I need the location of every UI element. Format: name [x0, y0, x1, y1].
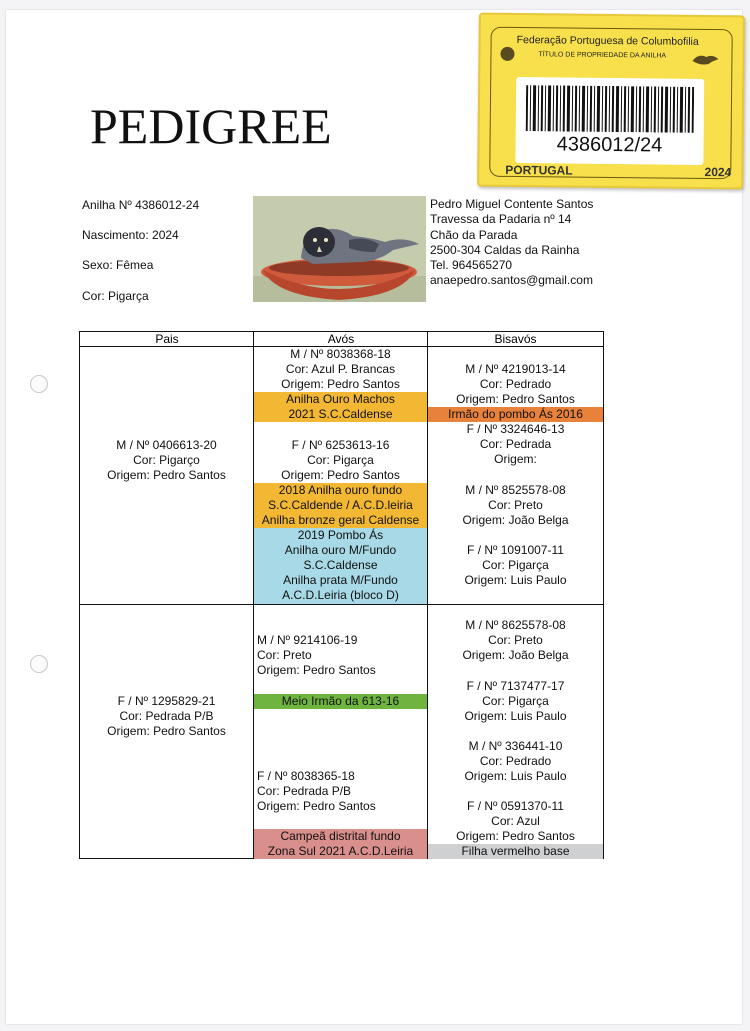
label-subtitle: TÍTULO DE PROPRIEDADE DA ANILHA [538, 51, 667, 60]
gg-color: Cor: Preto [488, 633, 543, 647]
granddam-maternal-color: Cor: Pedrada P/B [257, 784, 352, 798]
award-line: 2019 Pombo Ás [297, 528, 384, 542]
gg-origin: Origem: Pedro Santos [456, 829, 575, 843]
row-divider [80, 604, 603, 605]
gg-block [428, 618, 603, 663]
gg-ring: M / Nº 4219013-14 [465, 362, 566, 376]
granddam-paternal-origin: Origem: Pedro Santos [281, 468, 400, 482]
gg-origin: Origem: [494, 452, 537, 466]
gg-ring: F / Nº 0591370-11 [467, 799, 564, 813]
award-line: A.C.D.Leiria (bloco D) [282, 588, 399, 602]
owner-postal: 2500-304 Caldas da Rainha [430, 242, 580, 257]
sire-origin: Origem: Pedro Santos [107, 468, 226, 482]
gg-block [428, 679, 603, 724]
birth-year: Nascimento: 2024 [82, 228, 179, 242]
pigeon-icon [690, 51, 720, 67]
grandsire-paternal-block [254, 347, 427, 392]
gg-block [428, 422, 603, 467]
color: Cor: Pigarça [82, 289, 149, 303]
page-title: PEDIGREE [90, 98, 332, 154]
gg-block [428, 362, 603, 407]
gg-origin: Origem: Luis Paulo [464, 573, 567, 587]
owner-details [430, 197, 593, 289]
owner-place: Chão da Parada [430, 227, 518, 242]
header-great-grandparents: Bisavós [428, 332, 603, 347]
granddam-paternal-color: Cor: Pigarça [307, 453, 374, 467]
gg-color: Cor: Pedrado [479, 754, 552, 768]
pedigree-table [79, 331, 604, 859]
gg-color: Cor: Pigarça [482, 694, 549, 708]
highlight-gold-award [254, 483, 427, 528]
award-line: Zona Sul 2021 A.C.D.Leiria [267, 844, 414, 858]
granddam-maternal-block [257, 769, 427, 814]
grandsire-maternal-ring: M / Nº 9214106-19 [257, 633, 358, 647]
grandsire-maternal-color: Cor: Preto [257, 648, 312, 662]
label-country: PORTUGAL [505, 162, 573, 178]
sire-color: Cor: Pigarço [133, 453, 200, 467]
gg-color: Cor: Azul [491, 814, 540, 828]
award-line: Campeã distrital fundo [280, 829, 401, 843]
gg-block [428, 739, 603, 784]
gg-color: Cor: Pedrada [479, 437, 552, 451]
grandsire-maternal-block [257, 633, 427, 678]
barcode-icon [526, 85, 694, 133]
federation-emblem-icon [500, 47, 514, 61]
gg-block [428, 483, 603, 528]
gg-ring: M / Nº 336441-10 [468, 739, 563, 753]
header-grandparents: Avós [254, 332, 428, 347]
award-line: S.C.Caldende / A.C.D.leiria [268, 498, 413, 512]
punch-hole-top [30, 375, 48, 393]
pigeon-photo-drawing [253, 196, 426, 302]
punch-hole-bottom [30, 655, 48, 673]
dam-block [80, 694, 253, 739]
highlight-orange-award: Irmão do pombo Ás 2016 [428, 407, 603, 422]
gg-origin: Origem: Luis Paulo [464, 769, 567, 783]
granddam-paternal-block [254, 438, 427, 483]
ring-ownership-label [477, 13, 745, 190]
gg-block [428, 543, 603, 588]
highlight-blue-award [254, 528, 427, 604]
owner-phone: Tel. 964565270 [430, 258, 513, 273]
sex: Sexo: Fêmea [82, 258, 154, 272]
pigeon-photo [253, 196, 426, 302]
owner-name: Pedro Miguel Contente Santos [430, 197, 594, 211]
gg-ring: M / Nº 8525578-08 [465, 483, 566, 497]
award-line: 2021 S.C.Caldense [288, 407, 393, 421]
ring-number: Anilha Nº 4386012-24 [82, 198, 200, 212]
gg-ring: F / Nº 7137477-17 [466, 679, 565, 693]
award-line: Anilha Ouro Machos [286, 392, 395, 406]
grandsire-maternal-origin: Origem: Pedro Santos [257, 663, 376, 677]
gg-ring: M / Nº 8625578-08 [465, 618, 566, 632]
owner-email: anaepedro.santos@gmail.com [430, 273, 593, 288]
sire-block [80, 438, 253, 483]
sire-ring: M / Nº 0406613-20 [116, 438, 217, 452]
granddam-maternal-ring: F / Nº 8038365-18 [257, 769, 355, 783]
gg-color: Cor: Pedrado [479, 377, 552, 391]
gg-color: Cor: Preto [488, 498, 543, 512]
highlight-grey-note: Filha vermelho base [428, 844, 603, 859]
federation-name: Federação Portuguesa de Columbofilia [516, 34, 699, 48]
grandsire-paternal-color: Cor: Azul P. Brancas [285, 362, 396, 376]
award-line: Anilha ouro M/Fundo [284, 543, 397, 557]
barcode-box [515, 77, 704, 165]
award-line: 2018 Anilha ouro fundo [278, 483, 403, 497]
award-line: Anilha bronze geral Caldense [261, 513, 420, 527]
award-line: S.C.Caldense [303, 558, 378, 572]
gg-origin: Origem: Luis Paulo [464, 709, 567, 723]
owner-street: Travessa da Padaria nº 14 [430, 212, 572, 227]
dam-color: Cor: Pedrada P/B [119, 709, 214, 723]
grandsire-paternal-origin: Origem: Pedro Santos [281, 377, 400, 391]
dam-origin: Origem: Pedro Santos [107, 724, 226, 738]
award-line: Anilha prata M/Fundo [283, 573, 398, 587]
gg-origin: Origem: João Belga [462, 648, 569, 662]
gg-ring: F / Nº 1091007-11 [467, 543, 564, 557]
granddam-maternal-origin: Origem: Pedro Santos [257, 799, 376, 813]
label-year: 2024 [704, 164, 732, 180]
dam-ring: F / Nº 1295829-21 [117, 694, 216, 708]
gg-origin: Origem: João Belga [462, 513, 569, 527]
granddam-paternal-ring: F / Nº 6253613-16 [291, 438, 390, 452]
header-parents: Pais [80, 332, 254, 347]
highlight-rose-award [254, 829, 427, 859]
gg-color: Cor: Pigarça [482, 558, 549, 572]
gg-block [428, 799, 603, 844]
gg-ring: F / Nº 3324646-13 [466, 422, 565, 436]
ring-code: 4386012/24 [556, 133, 663, 157]
grandsire-paternal-ring: M / Nº 8038368-18 [290, 347, 391, 361]
highlight-green-note: Meio Irmão da 613-16 [254, 694, 427, 709]
highlight-gold-award [254, 392, 427, 422]
gg-origin: Origem: Pedro Santos [456, 392, 575, 406]
